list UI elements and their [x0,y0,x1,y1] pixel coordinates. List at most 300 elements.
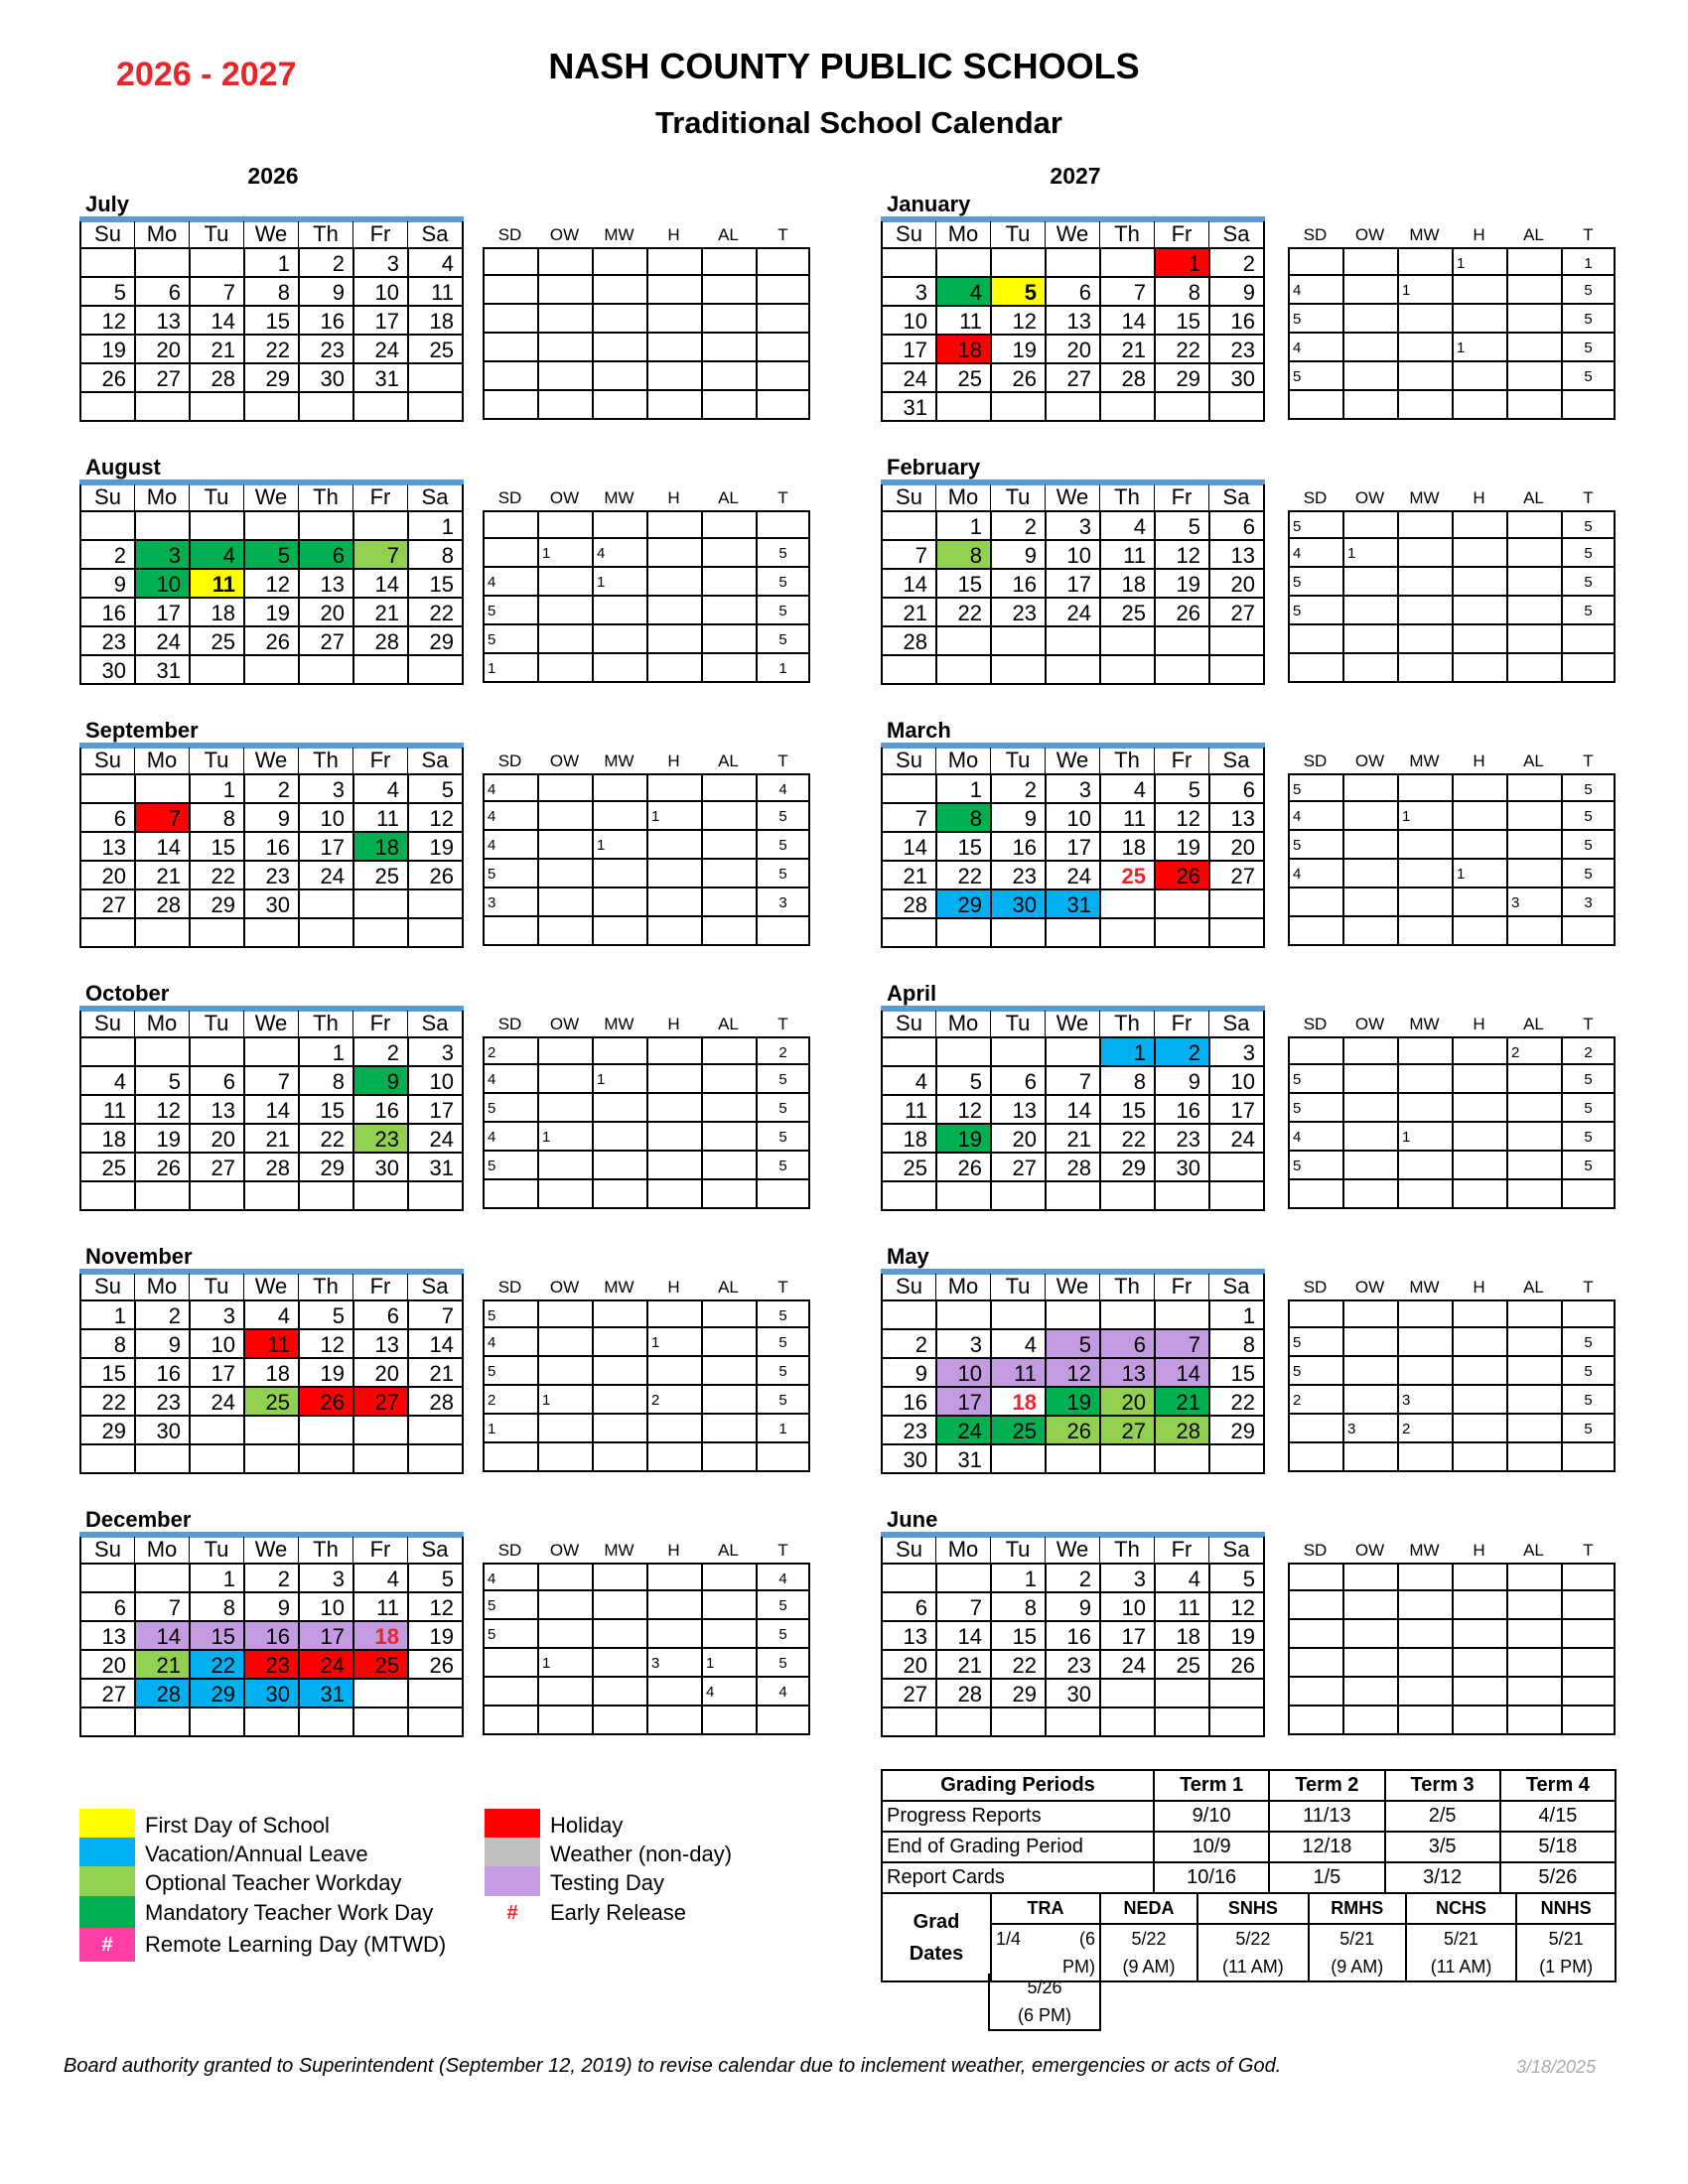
calendar-day: 31 [352,364,407,393]
calendar-day: 19 [1045,1388,1099,1417]
count-cell [1452,1620,1506,1649]
count-cell [592,802,646,831]
count-cell [592,1152,646,1180]
calendar-day: 3 [298,775,352,804]
weekday-header: Fr [1154,1274,1208,1301]
graduation-time: (1 PM) [1539,1957,1594,1977]
count-cell [1342,1678,1397,1706]
count-header: MW [604,225,634,244]
count-header: OW [549,751,580,770]
count-cell [1397,1328,1452,1357]
calendar-day: 18 [935,336,990,364]
count-cell: 5 [1288,305,1342,334]
calendar-day: 7 [881,541,935,570]
calendar-day [990,656,1045,685]
count-cell [483,1706,537,1735]
count-cell: 5 [1288,568,1342,597]
count-cell [1342,568,1397,597]
calendar-day: 25 [243,1388,298,1417]
count-cell [1506,1357,1561,1386]
count-header: H [667,1278,680,1297]
calendar-day: 11 [407,278,462,307]
count-cell: 5 [1561,860,1616,888]
calendar-day: 18 [1099,833,1154,862]
count-cell [1288,1036,1342,1065]
calendar-day: 28 [352,627,407,656]
graduation-time: (11 AM) [1222,1957,1284,1977]
calendar-day [352,1445,407,1474]
calendar-day: 5 [1045,1330,1099,1359]
grading-cell: 5/18 [1500,1832,1616,1862]
count-cell [537,860,592,888]
weekday-header: Su [79,748,134,775]
calendar-day [1099,1680,1154,1708]
count-cell [1506,510,1561,539]
calendar-day [935,1565,990,1593]
count-cell [701,1386,756,1415]
count-cell: 5 [1561,802,1616,831]
count-cell [592,917,646,946]
count-cell [1288,917,1342,946]
calendar-day [990,393,1045,422]
school-header: NNHS [1516,1893,1616,1924]
count-cell [537,917,592,946]
calendar-day: 7 [352,541,407,570]
count-cell [537,1678,592,1706]
count-cell [1342,1649,1397,1678]
calendar-day [990,1301,1045,1330]
count-cell: 5 [1288,1065,1342,1094]
count-header: H [667,488,680,507]
calendar-day [298,1445,352,1474]
count-cell: 5 [1561,1357,1616,1386]
count-cell [1342,510,1397,539]
calendar-day: 31 [935,1445,990,1474]
school-header: NCHS [1406,1893,1517,1924]
count-header: OW [1354,1278,1385,1297]
legend-swatch-pink: # [79,1928,135,1962]
count-cell: 3 [756,888,810,917]
count-cell [537,1706,592,1735]
count-cell: 5 [1561,1328,1616,1357]
count-cell: 5 [1561,1065,1616,1094]
count-cell [646,539,701,568]
count-cell [592,1563,646,1591]
count-cell: 4 [483,1065,537,1094]
school-year-range: 2026 - 2027 [116,56,297,93]
calendar-day: 20 [1099,1388,1154,1417]
calendar-day [1154,1182,1208,1211]
count-cell [483,276,537,305]
count-cell [592,1443,646,1472]
weekday-header: We [1045,221,1099,249]
calendar-day: 31 [881,393,935,422]
count-cell [1342,1620,1397,1649]
calendar-day: 23 [990,599,1045,627]
count-cell: 5 [483,1357,537,1386]
calendar-day [1045,1182,1099,1211]
count-cell [701,888,756,917]
weekday-header: Th [298,484,352,512]
count-header: OW [549,1541,580,1560]
calendar-day [1208,627,1263,656]
calendar-day: 13 [79,1622,134,1651]
calendar-day: 20 [134,336,189,364]
count-header: MW [604,1015,634,1033]
grading-cell: 2/5 [1385,1801,1500,1832]
count-cell [483,247,537,276]
count-cell [1561,1180,1616,1209]
calendar-day: 3 [134,541,189,570]
count-cell: 4 [483,831,537,860]
calendar-day [1208,393,1263,422]
count-cell [1397,1443,1452,1472]
month-name: May [887,1244,929,1269]
calendar-day: 23 [352,1125,407,1154]
count-cell [646,247,701,276]
count-cell [1397,1152,1452,1180]
count-cell [483,510,537,539]
count-cell [1452,305,1506,334]
count-cell [701,362,756,391]
calendar-day [79,512,134,541]
count-cell [1561,1706,1616,1735]
calendar-day [189,1182,243,1211]
count-cell [1452,888,1506,917]
calendar-day: 19 [935,1125,990,1154]
count-cell [1452,1706,1506,1735]
calendar-day [79,1708,134,1737]
count-header: SD [497,1278,522,1297]
calendar-day: 23 [1045,1651,1099,1680]
count-cell [1506,1180,1561,1209]
count-cell: 1 [592,568,646,597]
month-day-grid [79,484,464,685]
count-cell: 3 [483,888,537,917]
count-cell: 5 [756,1065,810,1094]
count-cell: 5 [756,597,810,625]
calendar-day: 23 [881,1417,935,1445]
count-cell [1506,1443,1561,1472]
calendar-day: 13 [1208,541,1263,570]
count-cell [701,1299,756,1328]
count-cell [592,1649,646,1678]
calendar-day: 13 [298,570,352,599]
page-title: NASH COUNTY PUBLIC SCHOOLS [548,46,1140,86]
count-header: AL [718,751,739,770]
count-cell: 3 [1506,888,1561,917]
calendar-day: 30 [1154,1154,1208,1182]
count-cell: 5 [483,860,537,888]
calendar-day: 25 [352,862,407,890]
legend-swatch-lavender [485,1866,540,1900]
school-header: TRA [991,1893,1100,1924]
calendar-day: 27 [298,627,352,656]
calendar-day: 15 [243,307,298,336]
count-cell [1506,1123,1561,1152]
calendar-day: 9 [990,804,1045,833]
calendar-day: 15 [407,570,462,599]
count-cell [1397,773,1452,802]
count-cell: 5 [1561,1152,1616,1180]
count-cell: 2 [1561,1036,1616,1065]
count-cell [1506,539,1561,568]
calendar-day [1154,890,1208,919]
count-cell [537,391,592,420]
calendar-day [352,1680,407,1708]
count-cell [537,1065,592,1094]
count-header: AL [718,1541,739,1560]
weekday-header: Th [298,1011,352,1038]
month-name: April [887,981,937,1006]
count-cell: 1 [646,802,701,831]
grading-cell: 1/5 [1269,1862,1384,1893]
calendar-day: 14 [134,833,189,862]
calendar-day: 11 [79,1096,134,1125]
calendar-day: 17 [298,833,352,862]
count-cell [646,276,701,305]
count-cell [1506,1706,1561,1735]
count-cell: 5 [756,1094,810,1123]
calendar-day: 24 [134,627,189,656]
grading-periods-table [881,1769,1617,1894]
calendar-day [352,1708,407,1737]
calendar-day: 10 [1045,541,1099,570]
count-cell: 1 [537,1649,592,1678]
count-cell [701,860,756,888]
count-header: AL [1523,488,1544,507]
count-cell: 5 [1288,773,1342,802]
count-cell: 5 [756,625,810,654]
count-cell: 2 [483,1386,537,1415]
calendar-day [1045,249,1099,278]
calendar-day [881,1182,935,1211]
count-cell: 4 [483,802,537,831]
weekday-header: Sa [407,221,462,249]
count-cell [592,1620,646,1649]
calendar-day: 18 [990,1388,1045,1417]
calendar-day: 11 [990,1359,1045,1388]
calendar-day: 7 [134,1593,189,1622]
calendar-day: 9 [243,804,298,833]
count-cell [1561,1678,1616,1706]
weekday-header: Mo [134,484,189,512]
count-cell [701,597,756,625]
calendar-day [243,1445,298,1474]
legend-label: First Day of School [145,1813,330,1838]
count-cell: 5 [483,597,537,625]
calendar-day: 27 [79,1680,134,1708]
count-cell [537,1094,592,1123]
count-cell: 5 [1561,831,1616,860]
count-cell [1506,391,1561,420]
count-header: T [777,751,788,770]
calendar-day: 12 [1154,804,1208,833]
count-cell [537,654,592,683]
count-cell [1506,625,1561,654]
count-header: AL [718,225,739,244]
calendar-day [1154,656,1208,685]
calendar-day [243,1417,298,1445]
grading-row-label: Report Cards [882,1862,1154,1893]
calendar-day: 2 [243,775,298,804]
count-cell [1342,1152,1397,1180]
calendar-day [407,1680,462,1708]
calendar-day: 18 [1154,1622,1208,1651]
count-cell [1342,1180,1397,1209]
count-cell [1342,831,1397,860]
weekday-header: Sa [407,1274,462,1301]
calendar-day: 1 [1099,1038,1154,1067]
calendar-day: 5 [134,1067,189,1096]
count-cell [701,654,756,683]
calendar-day: 25 [352,1651,407,1680]
calendar-day: 26 [935,1154,990,1182]
count-cell: 4 [1288,276,1342,305]
grading-row [882,1801,1616,1832]
calendar-day: 19 [407,1622,462,1651]
calendar-day: 24 [298,1651,352,1680]
calendar-day: 15 [189,833,243,862]
count-cell [646,1443,701,1472]
count-cell [701,1328,756,1357]
weekday-header: Th [1099,1537,1154,1565]
calendar-day: 30 [243,890,298,919]
count-cell [1288,1443,1342,1472]
count-cell: 4 [701,1678,756,1706]
count-cell [646,654,701,683]
count-cell [646,1678,701,1706]
calendar-day: 1 [935,775,990,804]
calendar-day: 25 [881,1154,935,1182]
calendar-day: 31 [1045,890,1099,919]
calendar-day: 12 [935,1096,990,1125]
calendar-day: 24 [881,364,935,393]
calendar-day: 19 [407,833,462,862]
weekday-header: We [243,221,298,249]
month-name: January [887,192,971,216]
count-header: AL [1523,225,1544,244]
count-cell [1397,362,1452,391]
calendar-day [352,656,407,685]
calendar-day: 9 [243,1593,298,1622]
weekday-header: Fr [1154,748,1208,775]
count-cell [1452,1678,1506,1706]
calendar-day: 23 [1154,1125,1208,1154]
year-heading-left: 2026 [247,163,299,189]
month-day-grid [881,748,1265,948]
count-cell [592,1328,646,1357]
count-cell [1452,1328,1506,1357]
calendar-day: 4 [935,278,990,307]
count-cell: 3 [1397,1386,1452,1415]
calendar-day: 3 [935,1330,990,1359]
calendar-day: 6 [134,278,189,307]
weekday-header: Th [1099,1011,1154,1038]
calendar-day: 30 [1208,364,1263,393]
count-cell: 5 [1288,510,1342,539]
count-cell: 5 [483,1094,537,1123]
count-cell [537,1299,592,1328]
count-cell [1342,802,1397,831]
calendar-day [352,1417,407,1445]
calendar-day: 2 [1154,1038,1208,1067]
count-cell [756,917,810,946]
graduation-cell [1406,1924,1517,1981]
count-cell [1506,1563,1561,1591]
calendar-day: 7 [189,278,243,307]
count-cell [1397,1036,1452,1065]
calendar-day: 22 [935,599,990,627]
calendar-day: 23 [243,1651,298,1680]
calendar-day [298,890,352,919]
legend-label: Early Release [550,1900,686,1925]
calendar-day: 10 [1045,804,1099,833]
count-cell: 4 [1288,1123,1342,1152]
calendar-day [1099,249,1154,278]
count-header: OW [549,225,580,244]
count-header: MW [604,1278,634,1297]
count-cell [701,1036,756,1065]
calendar-day [1208,656,1263,685]
calendar-day [990,1038,1045,1067]
calendar-day: 20 [79,1651,134,1680]
calendar-day: 16 [1154,1096,1208,1125]
count-cell: 2 [756,1036,810,1065]
count-cell [701,625,756,654]
calendar-day [79,775,134,804]
count-cell [483,539,537,568]
calendar-day: 3 [881,278,935,307]
calendar-day [298,919,352,948]
calendar-day: 26 [407,862,462,890]
graduation-time-cont: PM) [1062,1957,1095,1977]
count-cell [592,597,646,625]
count-cell [537,1152,592,1180]
count-header: OW [1354,488,1385,507]
count-cell [483,391,537,420]
calendar-day [1208,1445,1263,1474]
count-cell: 1 [537,1386,592,1415]
school-header: SNHS [1197,1893,1309,1924]
count-cell: 5 [1561,597,1616,625]
calendar-day: 11 [189,570,243,599]
count-cell [701,1443,756,1472]
calendar-day: 26 [407,1651,462,1680]
count-cell [646,1152,701,1180]
count-cell [537,773,592,802]
count-cell [756,1706,810,1735]
calendar-day: 8 [189,804,243,833]
count-cell [646,1123,701,1152]
count-header: OW [1354,751,1385,770]
calendar-day [79,1565,134,1593]
calendar-day [1099,1182,1154,1211]
weekday-header: We [243,1537,298,1565]
calendar-day: 1 [407,512,462,541]
count-cell [646,510,701,539]
count-cell [701,917,756,946]
calendar-day: 31 [298,1680,352,1708]
calendar-day: 10 [1099,1593,1154,1622]
count-cell: 4 [756,773,810,802]
calendar-day: 14 [881,570,935,599]
calendar-day: 6 [1099,1330,1154,1359]
count-cell [1561,1591,1616,1620]
weekday-header: Tu [189,1537,243,1565]
calendar-day: 1 [935,512,990,541]
count-cell: 1 [592,831,646,860]
